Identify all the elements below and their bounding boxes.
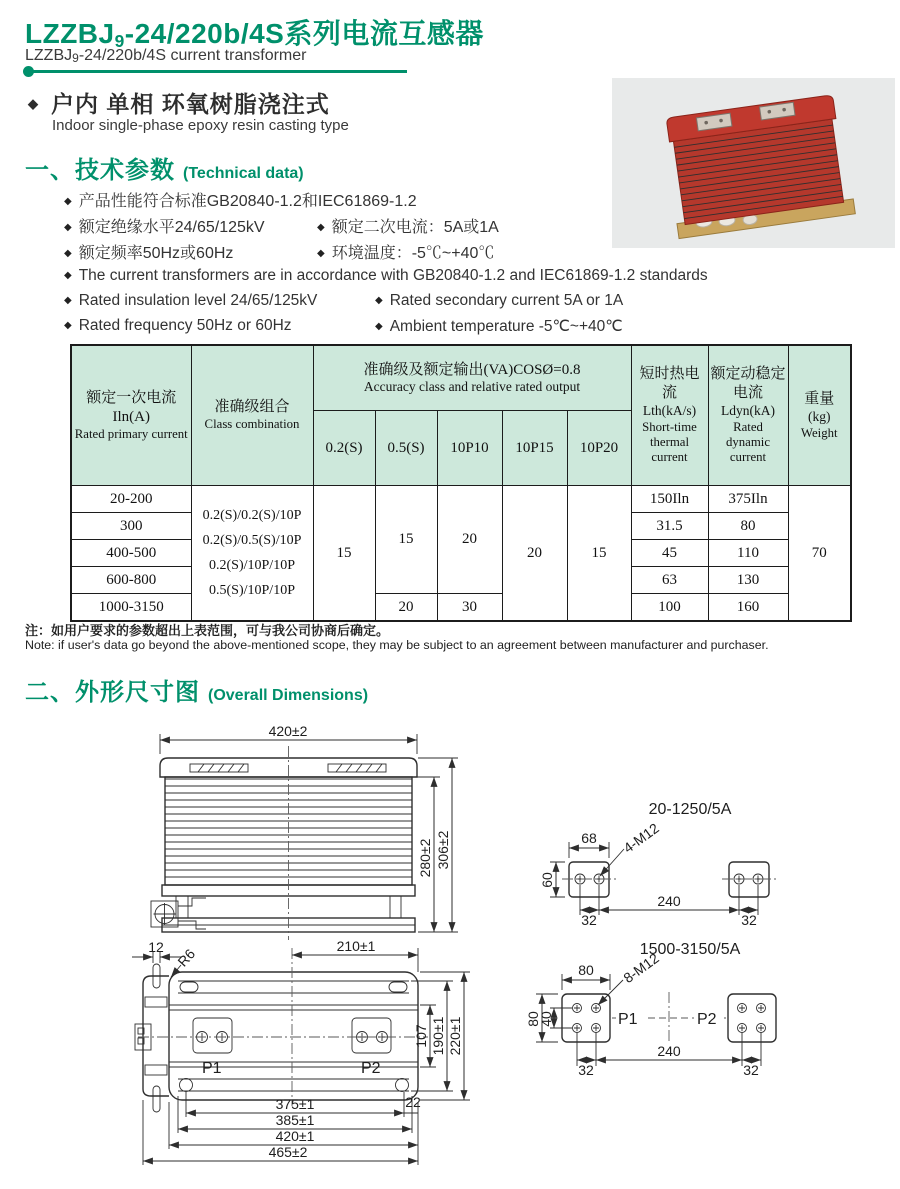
table-row (71, 594, 851, 622)
dim-plan-420: 420±1 (275, 1128, 315, 1144)
bullet-secondary-zh: ◆ 额定二次电流：5A或1A (317, 219, 499, 236)
dim-term2-80h: 80 (525, 1011, 541, 1027)
terminal-small-title: 20-1250/5A (648, 801, 732, 818)
diamond-icon: ◆ (317, 222, 325, 233)
col-header-10p20: 10P20 (567, 411, 631, 486)
cell-dynamic-0: 375Iln (708, 486, 788, 513)
label-terminal-p2: P2 (361, 1060, 381, 1077)
title-rule (30, 70, 407, 73)
dim-plan-375: 375±1 (275, 1096, 315, 1112)
cell-acc-05s-main: 15 (375, 486, 437, 594)
bullet-ambient-zh: ◆ 环境温度：-5℃~+40℃ (317, 245, 495, 262)
diamond-icon: ◆ (375, 321, 383, 332)
dim-term1-68: 68 (581, 830, 597, 846)
col-header-class-combination: 准确级组合 Class combination (191, 345, 313, 486)
col-header-02s: 0.2(S) (313, 411, 375, 486)
dim-term2-32r: 32 (743, 1062, 759, 1078)
col-header-10p10: 10P10 (437, 411, 502, 486)
terminal-large-dimensions (525, 950, 761, 1078)
transformer-sketch (662, 94, 855, 239)
dim-term1-32r: 32 (741, 912, 757, 928)
dim-plan-107: 107 (413, 1024, 429, 1048)
dim-term1-32l: 32 (581, 912, 597, 928)
diamond-icon: ◆ (64, 222, 72, 233)
dim-term2-32l: 32 (578, 1062, 594, 1078)
dim-plan-12: 12 (148, 940, 164, 955)
dim-plan-210: 210±1 (336, 940, 376, 954)
terminal-large-title: 1500-3150/5A (639, 941, 741, 958)
cell-thermal-4: 100 (631, 594, 708, 622)
bullet-standard-zh: ◆ 产品性能符合标准GB20840-1.2和IEC61869-1.2 (64, 193, 417, 210)
col-header-accuracy-group: 准确级及额定输出(VA)COSØ=0.8 Accuracy class and relative rated output (313, 345, 631, 411)
product-photo-drawing (612, 78, 895, 248)
label-term2-p1: P1 (618, 1011, 638, 1028)
terminal-large-body (562, 992, 776, 1044)
col-header-05s: 0.5(S) (375, 411, 437, 486)
plan-view-drawing (118, 940, 513, 1180)
cell-class-combinations: 0.2(S)/0.2(S)/10P 0.2(S)/0.5(S)/10P 0.2(S)/10P/10P 0.5(S)/10P/10P (191, 486, 313, 622)
feature-line-zh: ◆ 户内 单相 环氧树脂浇注式 (28, 91, 330, 117)
terminal-small-body (562, 862, 776, 897)
cell-thermal-0: 150Iln (631, 486, 708, 513)
dim-term2-bolt: 8-M12 (620, 949, 662, 987)
cell-acc-10p15: 20 (502, 486, 567, 622)
bullet-insulation-zh: ◆ 额定绝缘水平24/65/125kV (64, 219, 265, 236)
dim-plan-r6: R6 (174, 945, 199, 970)
col-header-dynamic-current: 额定动稳定电流 Ldyn(kA) Rated dynamic current (708, 345, 788, 486)
cell-thermal-3: 63 (631, 567, 708, 594)
bullet-frequency-zh: ◆ 额定频率50Hz或60Hz (64, 245, 234, 262)
front-view-dimensions (160, 723, 458, 932)
technical-data-table (70, 344, 852, 622)
dim-plan-190: 190±1 (430, 1016, 446, 1056)
diamond-icon: ◆ (28, 96, 39, 111)
diamond-icon: ◆ (64, 196, 72, 207)
dim-plan-22: 22 (405, 1094, 421, 1110)
bullet-secondary-en: ◆ Rated secondary current 5A or 1A (375, 292, 624, 309)
terminal-small-dimensions (539, 820, 758, 928)
table-row (71, 486, 851, 513)
dim-term1-bolt: 4-M12 (620, 819, 662, 857)
label-terminal-p1: P1 (202, 1060, 222, 1077)
front-view-drawing (132, 722, 477, 952)
cell-primary-4: 1000-3150 (71, 594, 191, 622)
bullet-frequency-en: ◆ Rated frequency 50Hz or 60Hz (64, 317, 292, 334)
front-view-body (151, 746, 417, 940)
diamond-icon: ◆ (64, 320, 72, 331)
diamond-icon: ◆ (64, 248, 72, 259)
cell-acc-05s-last: 20 (375, 594, 437, 622)
dim-front-h1: 280±2 (417, 838, 433, 878)
cell-acc-10p10-main: 20 (437, 486, 502, 594)
col-header-primary-current: 额定一次电流 Iln(A) Rated primary current (71, 345, 191, 486)
cell-dynamic-2: 110 (708, 540, 788, 567)
cell-primary-0: 20-200 (71, 486, 191, 513)
dim-front-h2: 306±2 (435, 830, 451, 870)
product-photo (612, 78, 895, 248)
page-title: LZZBJ9-24/220b/4S系列电流互感器 (25, 18, 484, 51)
dim-plan-465: 465±2 (268, 1144, 308, 1160)
note-en: Note: if user's data go beyond the above-mentioned scope, they may be subject to an agreement between manufacturer and purchaser. (25, 638, 769, 652)
plan-view-dimensions (132, 940, 470, 1165)
cell-dynamic-4: 160 (708, 594, 788, 622)
terminal-diagram-large (520, 936, 900, 1094)
plan-view-body (135, 948, 428, 1112)
cell-acc-02s: 15 (313, 486, 375, 622)
cell-dynamic-1: 80 (708, 513, 788, 540)
feature-line-en: Indoor single-phase epoxy resin casting type (52, 117, 349, 134)
dim-term2-240: 240 (657, 1043, 681, 1059)
page-subtitle: LZZBJ9-24/220b/4S current transformer (25, 47, 307, 65)
cell-primary-1: 300 (71, 513, 191, 540)
diamond-icon: ◆ (317, 248, 325, 259)
diamond-icon: ◆ (64, 295, 72, 306)
dim-term1-60: 60 (539, 872, 555, 888)
dim-term2-40: 40 (538, 1011, 554, 1027)
diamond-icon: ◆ (375, 295, 383, 306)
dim-plan-220: 220±1 (447, 1016, 463, 1056)
section1-heading: 一、技术参数 (Technical data) (25, 157, 304, 184)
col-header-10p15: 10P15 (502, 411, 567, 486)
cell-thermal-1: 31.5 (631, 513, 708, 540)
cell-primary-3: 600-800 (71, 567, 191, 594)
diamond-icon: ◆ (64, 270, 72, 281)
dim-plan-385: 385±1 (275, 1112, 315, 1128)
cell-thermal-2: 45 (631, 540, 708, 567)
cell-acc-10p10-last: 30 (437, 594, 502, 622)
cell-primary-2: 400-500 (71, 540, 191, 567)
dim-term2-80: 80 (578, 962, 594, 978)
dim-term1-240: 240 (657, 893, 681, 909)
bullet-standard-en: ◆ The current transformers are in accordance with GB20840-1.2 and IEC61869-1.2 standards (64, 267, 708, 284)
cell-acc-10p20: 15 (567, 486, 631, 622)
bullet-insulation-en: ◆ Rated insulation level 24/65/125kV (64, 292, 318, 309)
cell-dynamic-3: 130 (708, 567, 788, 594)
note-zh: 注：如用户要求的参数超出上表范围，可与我公司协商后确定。 (25, 623, 390, 638)
bullet-ambient-en: ◆ Ambient temperature -5℃~+40℃ (375, 318, 623, 335)
terminal-diagram-small (520, 798, 900, 938)
dim-front-width: 420±2 (268, 723, 308, 739)
label-term2-p2: P2 (697, 1011, 717, 1028)
col-header-thermal-current: 短时热电流 Lth(kA/s) Short-time thermal current (631, 345, 708, 486)
col-header-weight: 重量 (kg) Weight (788, 345, 851, 486)
section2-heading: 二、外形尺寸图 (Overall Dimensions) (25, 679, 369, 706)
cell-weight: 70 (788, 486, 851, 622)
